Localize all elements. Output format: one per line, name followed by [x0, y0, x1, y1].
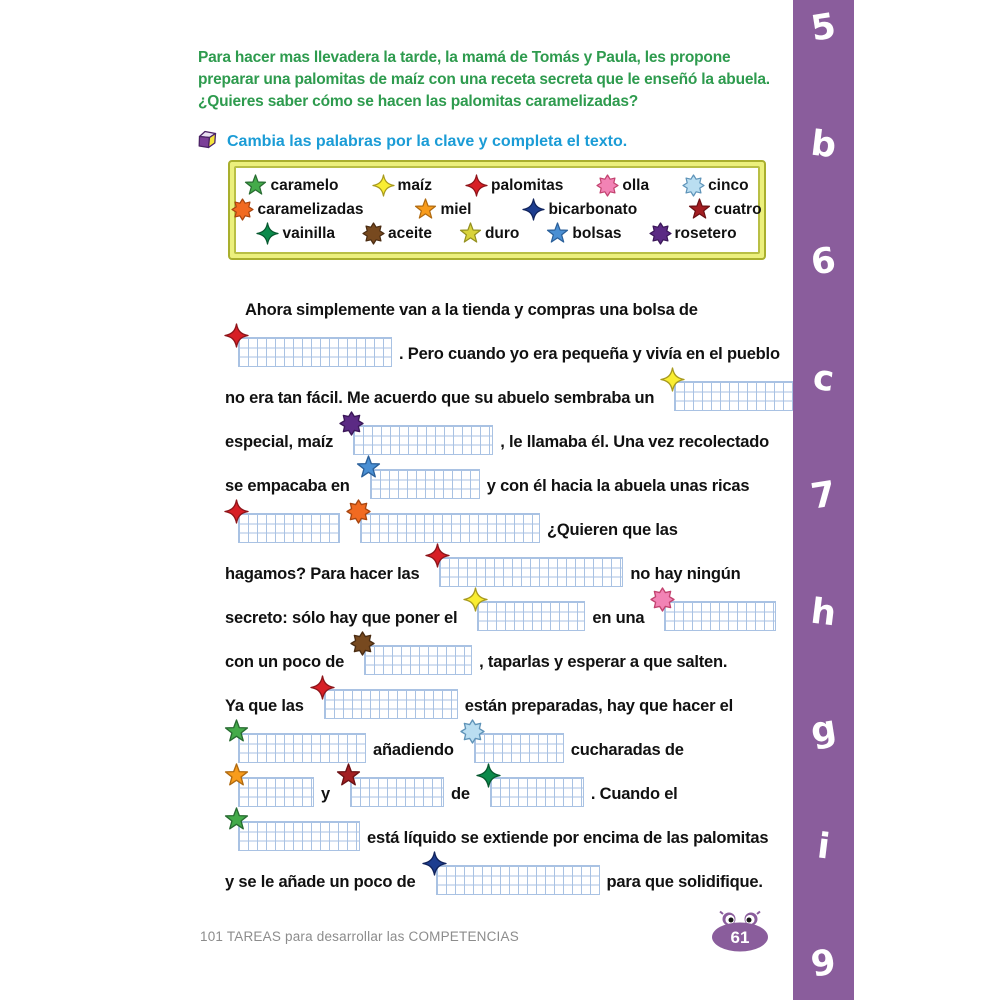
answer-grid[interactable] [474, 733, 564, 763]
duro-star-icon [460, 223, 481, 244]
key-row [242, 175, 752, 196]
instruction-text: Cambia las palabras por la clave y completa el texto. [227, 132, 628, 150]
caramelizadas-star-icon [347, 500, 370, 523]
exercise-text [225, 288, 805, 904]
answer-grid[interactable] [674, 381, 794, 411]
answer-blank-cuatro [350, 777, 444, 812]
answer-grid[interactable] [490, 777, 584, 807]
text-line [225, 860, 805, 904]
key-item-cuatro [689, 199, 761, 220]
caramelo-star-icon [245, 175, 266, 196]
key-item-caramelo [245, 175, 338, 196]
answer-blank-palomitas [238, 337, 392, 372]
answer-grid[interactable] [238, 337, 392, 367]
palomitas-star-icon [466, 175, 487, 196]
palomitas-star-icon [225, 324, 248, 347]
key-item-palomitas [466, 175, 563, 196]
key-row [242, 223, 752, 244]
key-word: caramelizadas [257, 200, 364, 218]
maíz-star-icon [464, 588, 487, 611]
olla-star-icon [651, 588, 674, 611]
line-text: se empacaba en [225, 476, 350, 495]
miel-star-icon [225, 764, 248, 787]
key-word: maíz [397, 176, 432, 194]
answer-grid[interactable] [364, 645, 472, 675]
answer-grid[interactable] [353, 425, 493, 455]
page-number: 61 [730, 928, 750, 947]
key-word: miel [440, 200, 472, 218]
answer-blank-vainilla [490, 777, 584, 812]
answer-blank-rosetero [353, 425, 493, 460]
page-number-badge [711, 910, 769, 957]
sidebar-doodle-g: g [807, 708, 840, 752]
cuatro-star-icon [689, 199, 710, 220]
key-word: cinco [708, 176, 749, 194]
bolsas-star-icon [547, 223, 568, 244]
key-word: caramelo [270, 176, 339, 194]
sidebar-doodle-h: h [808, 591, 839, 635]
answer-blank-olla [664, 601, 776, 636]
answer-blank-caramelo [238, 733, 366, 768]
text-line [225, 552, 805, 596]
palomitas-star-icon [426, 544, 449, 567]
key-item-bolsas [547, 223, 621, 244]
line-text: para que solidifique. [606, 872, 763, 891]
cinco-star-icon [461, 720, 484, 743]
answer-grid[interactable] [664, 601, 776, 631]
key-item-aceite [363, 223, 432, 244]
line-text: en una [592, 608, 645, 627]
answer-grid[interactable] [477, 601, 585, 631]
key-word: vainilla [282, 224, 336, 242]
answer-blank-cinco [474, 733, 564, 768]
vainilla-star-icon [257, 223, 278, 244]
line-text: de [450, 784, 470, 803]
palomitas-star-icon [311, 676, 334, 699]
bicarbonato-star-icon [423, 852, 446, 875]
sidebar-doodle-c: c [810, 357, 837, 401]
key-legend-box [228, 160, 766, 260]
key-item-miel [415, 199, 471, 220]
key-item-rosetero [650, 223, 737, 244]
bicarbonato-star-icon [523, 199, 544, 220]
caramelo-star-icon [225, 808, 248, 831]
text-line [225, 816, 805, 860]
answer-blank-aceite [364, 645, 472, 680]
key-item-bicarbonato [523, 199, 637, 220]
key-word: duro [484, 224, 520, 242]
line-text: no hay ningún [630, 564, 741, 583]
line-text: no era tan fácil. Me acuerdo que su abuelo sembraba un [225, 388, 655, 407]
aceite-star-icon [351, 632, 374, 655]
answer-grid[interactable] [238, 513, 340, 543]
answer-blank-palomitas [238, 513, 340, 548]
sidebar-doodle-6: 6 [808, 240, 839, 284]
key-item-caramelizadas [232, 199, 363, 220]
key-item-olla [597, 175, 649, 196]
text-line [225, 288, 805, 332]
answer-blank-maíz [477, 601, 585, 636]
answer-grid[interactable] [439, 557, 623, 587]
answer-blank-caramelo [238, 821, 360, 856]
instruction-row [195, 127, 627, 156]
line-text: Ahora simplemente van a la tienda y compras una bolsa de [245, 300, 698, 319]
answer-blank-bicarbonato [436, 865, 600, 900]
palomitas-star-icon [225, 500, 248, 523]
maíz-star-icon [661, 368, 684, 391]
line-text: están preparadas, hay que hacer el [464, 696, 734, 715]
cinco-star-icon [683, 175, 704, 196]
line-text: y se le añade un poco de [225, 872, 416, 891]
key-word: olla [622, 176, 650, 194]
cube-icon [195, 127, 219, 156]
caramelizadas-star-icon [232, 199, 253, 220]
intro-paragraph: Para hacer mas llevadera la tarde, la mamá de Tomás y Paula, les propone preparar una palomitas de maíz con una receta secreta que le enseñó la abuela. ¿Quieres saber cómo se hacen las palomitas caramelizadas? [198, 49, 770, 110]
text-line [225, 596, 805, 640]
key-word: cuatro [714, 200, 762, 218]
line-text: con un poco de [225, 652, 345, 671]
answer-blank-miel [238, 777, 314, 812]
rosetero-star-icon [340, 412, 363, 435]
miel-star-icon [415, 199, 436, 220]
key-word: rosetero [674, 224, 737, 242]
answer-grid[interactable] [238, 733, 366, 763]
answer-grid[interactable] [350, 777, 444, 807]
line-text: ¿Quieren que las [547, 520, 678, 539]
bolsas-star-icon [357, 456, 380, 479]
line-text: añadiendo [373, 740, 454, 759]
key-item-maíz [373, 175, 432, 196]
line-text: y con él hacia la abuela unas ricas [486, 476, 750, 495]
line-text: especial, maíz [225, 432, 334, 451]
key-row [242, 199, 762, 220]
answer-grid[interactable] [324, 689, 458, 719]
sidebar-band [793, 0, 854, 1000]
line-text: , le llamaba él. Una vez recolectado [500, 432, 770, 451]
key-word: aceite [388, 224, 432, 242]
line-text: , taparlas y esperar a que salten. [479, 652, 728, 671]
text-line [225, 420, 805, 464]
text-line [225, 376, 805, 420]
answer-grid[interactable] [360, 513, 540, 543]
vainilla-star-icon [477, 764, 500, 787]
aceite-star-icon [363, 223, 384, 244]
line-text: . Pero cuando yo era pequeña y vivía en el pueblo [399, 344, 780, 363]
key-legend-inner [234, 166, 760, 254]
key-item-duro [460, 223, 519, 244]
key-word: palomitas [491, 176, 564, 194]
key-word: bolsas [572, 224, 622, 242]
sidebar-doodle-b: b [808, 123, 839, 167]
answer-blank-maíz [674, 381, 794, 416]
caramelo-star-icon [225, 720, 248, 743]
line-text: . Cuando el [590, 784, 678, 803]
answer-grid[interactable] [436, 865, 600, 895]
line-text: secreto: sólo hay que poner el [225, 608, 458, 627]
olla-star-icon [597, 175, 618, 196]
key-word: bicarbonato [548, 200, 638, 218]
footer-title: 101 TAREAS para desarrollar las COMPETENCIAS [200, 929, 519, 944]
cuatro-star-icon [337, 764, 360, 787]
line-text: está líquido se extiende por encima de las palomitas [367, 828, 769, 847]
text-line [225, 684, 805, 728]
line-text: y [321, 784, 330, 803]
answer-grid[interactable] [238, 777, 314, 807]
line-text: hagamos? Para hacer las [225, 564, 420, 583]
sidebar-doodle-i: i [815, 826, 832, 868]
line-text: cucharadas de [570, 740, 684, 759]
text-line [225, 728, 805, 772]
answer-blank-palomitas [439, 557, 623, 592]
answer-grid[interactable] [370, 469, 480, 499]
answer-blank-bolsas [370, 469, 480, 504]
answer-grid[interactable] [238, 821, 360, 851]
line-text: Ya que las [225, 696, 304, 715]
rosetero-star-icon [650, 223, 671, 244]
answer-blank-palomitas [324, 689, 458, 724]
text-line [225, 332, 805, 376]
sidebar-doodle-7: 7 [808, 474, 839, 518]
answer-blank-caramelizadas [360, 513, 540, 548]
key-item-cinco [683, 175, 748, 196]
text-line [225, 772, 805, 816]
sidebar-doodle-5: 5 [808, 6, 839, 50]
maíz-star-icon [373, 175, 394, 196]
sidebar-doodle-9: 9 [808, 942, 839, 986]
key-item-vainilla [257, 223, 335, 244]
text-line [225, 464, 805, 508]
text-line [225, 508, 805, 552]
